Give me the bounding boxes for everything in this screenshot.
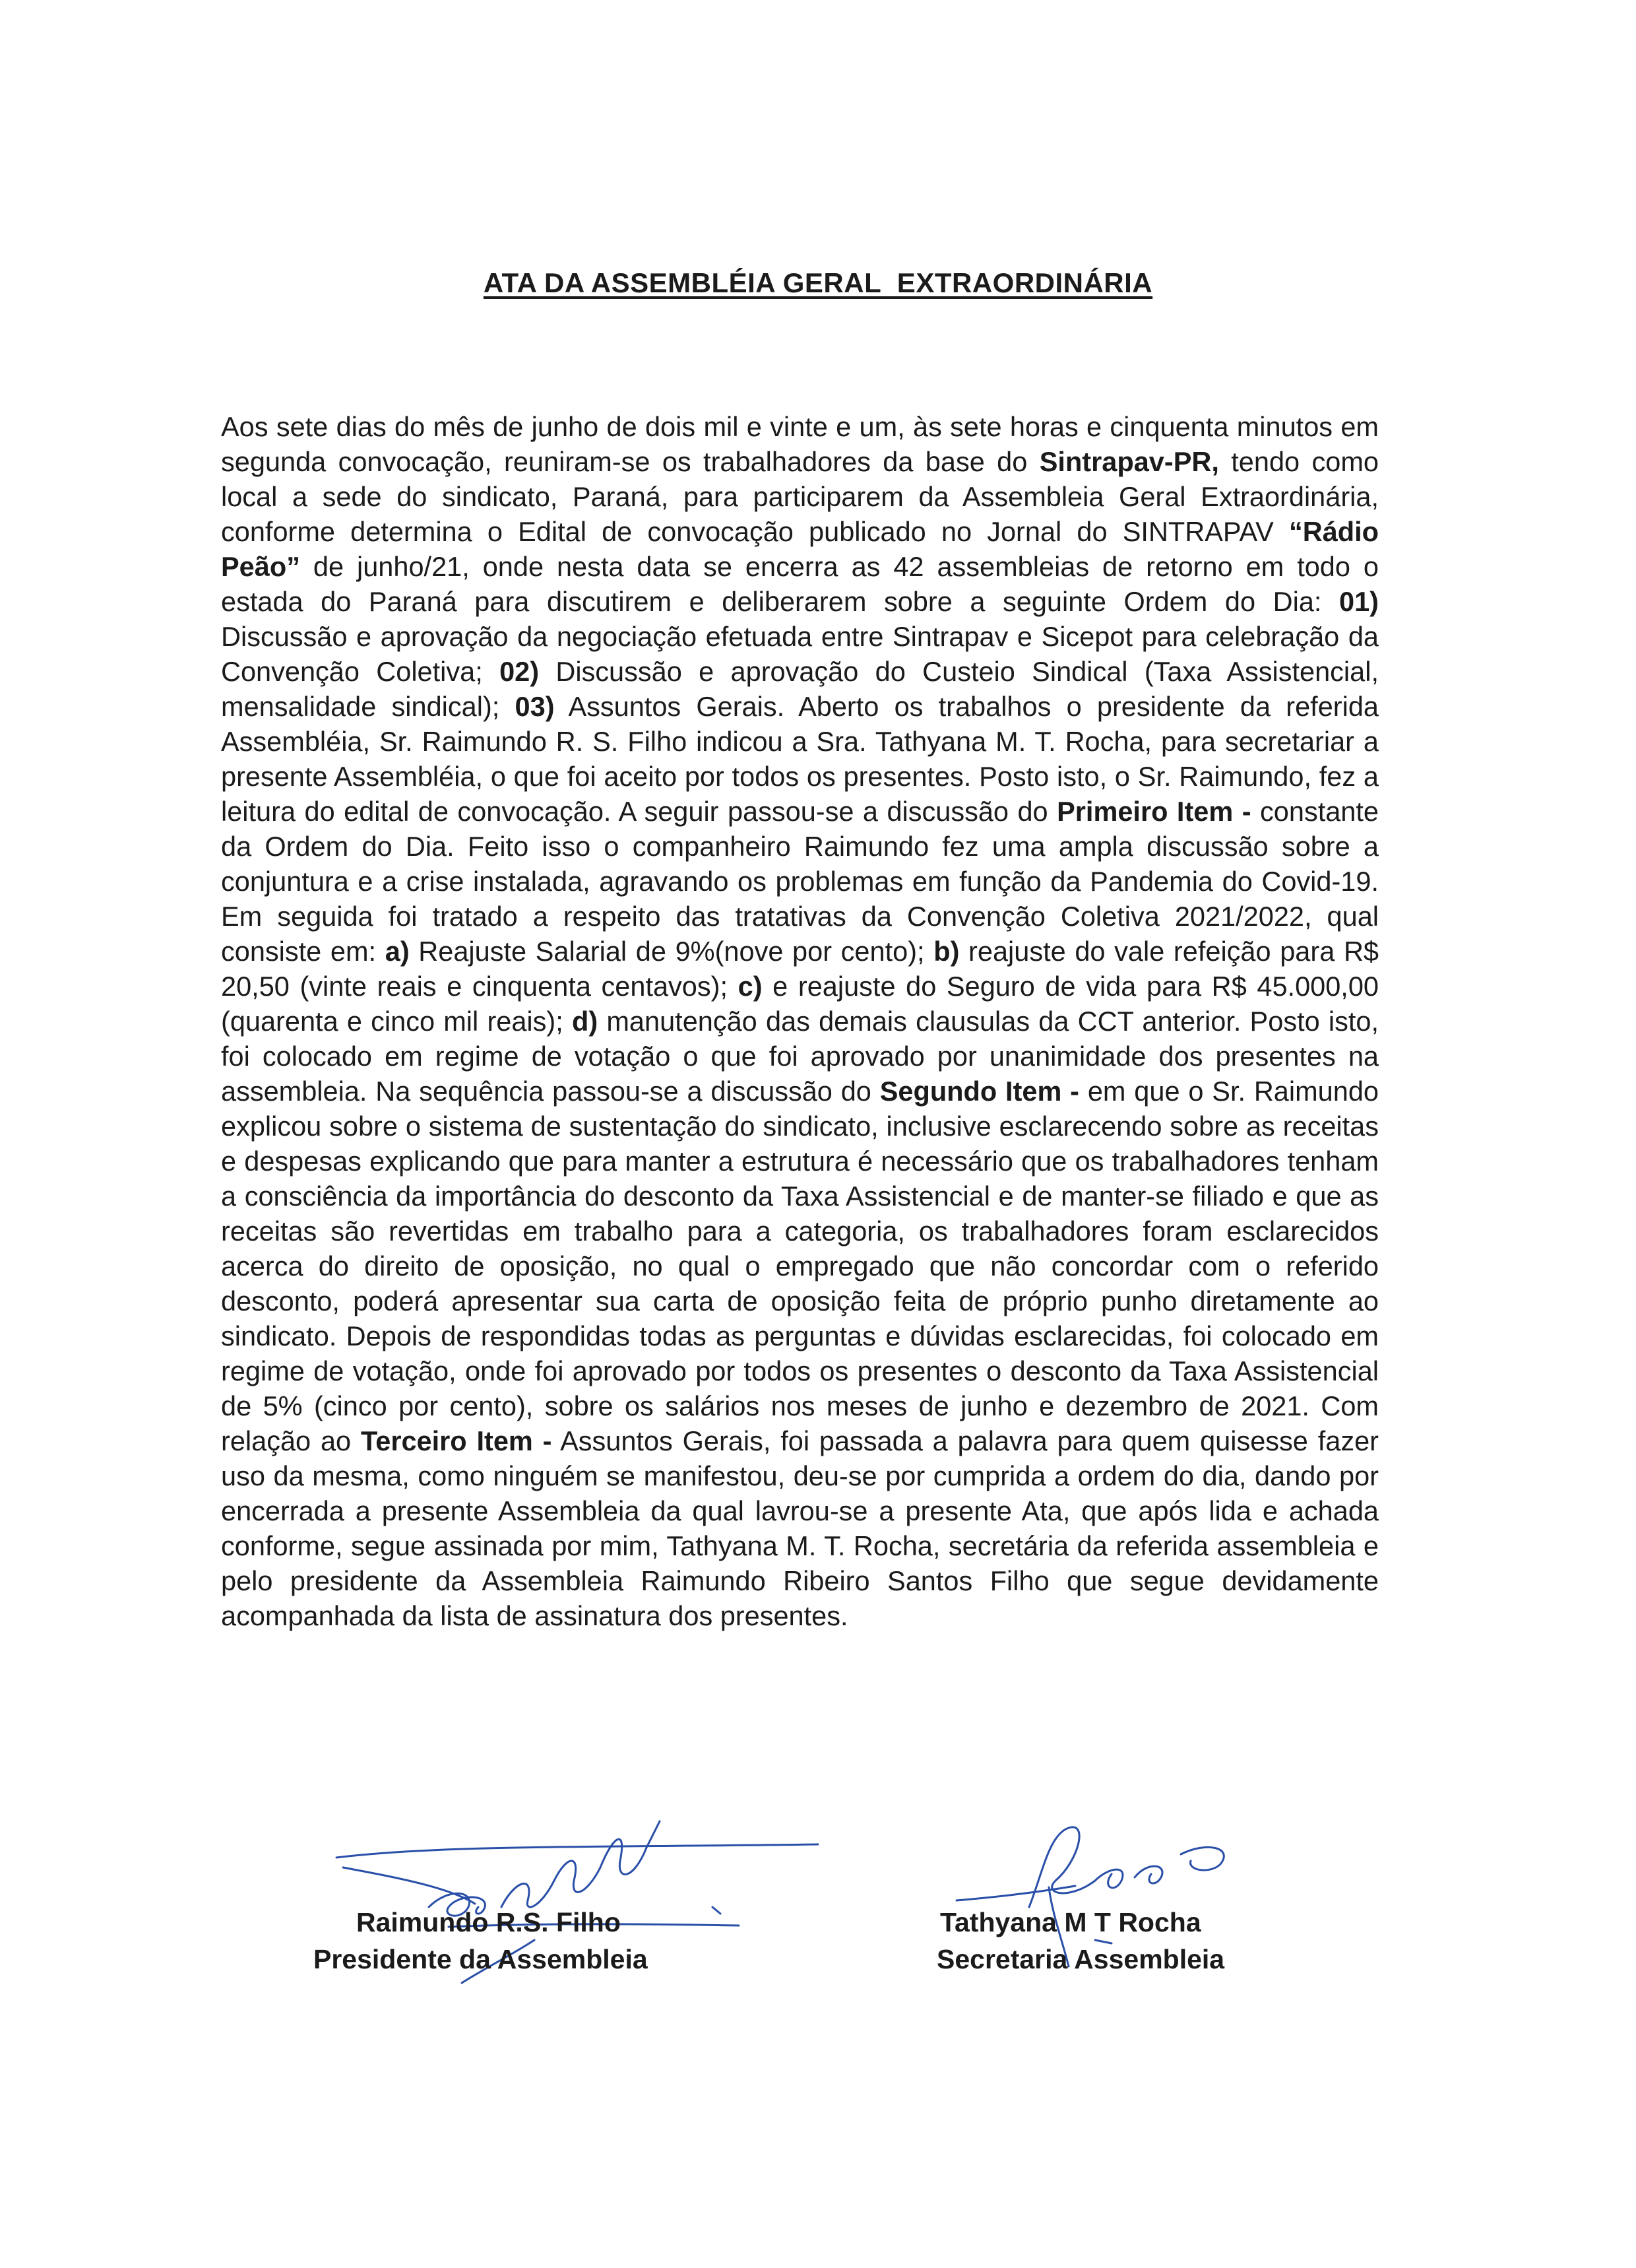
body-text-segment: e reajuste do Seguro de vida para R$ 45.000,00 (quarenta e cinco mil reais); [221,971,1379,1037]
body-text-segment: manutenção das demais clausulas da CCT anterior. Posto isto, foi colocado em regime de votação o que foi aprovado por unanimidade dos presentes na assembleia. Na sequência passou-se a discussão do [221,1006,1379,1107]
secretary-role: Secretaria Assembleia [937,1944,1225,1974]
body-text-segment: Discussão e aprovação da negociação efetuada entre Sintrapav e Sicepot para celebração da Convenção Coletiva; [221,621,1379,687]
secretary-name: Tathyana M T Rocha [940,1907,1201,1937]
body-text-segment: Discussão e aprovação do Custeio Sindical (Taxa Assistencial, mensalidade sindical); [221,656,1379,722]
body-text-segment: Reajuste Salarial de 9%(nove por cento); [409,936,934,967]
president-role: Presidente da Assembleia [313,1944,648,1974]
body-text-segment: tendo como local a sede do sindicato, Paraná, para participarem da Assembleia Geral Extraordinária, conforme determina o Edital de convocação publicado no Jornal do SINTRAPAV [221,446,1379,547]
body-text-segment: reajuste do vale refeição para R$ 20,50 (vinte reais e cinquenta centavos); [221,936,1379,1002]
president-name: Raimundo R.S. Filho [356,1907,621,1937]
body-bold-segment: b) [933,936,960,967]
body-bold-segment: Sintrapav-PR, [1039,446,1219,477]
body-bold-segment: Primeiro Item - [1057,796,1251,827]
body-text-segment: constante da Ordem do Dia. Feito isso o companheiro Raimundo fez uma ampla discussão sobre a conjuntura e a crise instalada, agravando os problemas em função da Pandemia do Covid-19. Em seguida foi tratado a respeito das tratativas da Convenção Coletiva 2021/2022, qual consiste em: [221,796,1379,967]
body-text-segment: Assuntos Gerais, foi passada a palavra para quem quisesse fazer uso da mesma, como ninguém se manifestou, deu-se por cumprida a ordem do dia, dando por encerrada a presente Assembleia da qual lavrou-se a presente Ata, que após lida e achada conforme, segue assinada por mim, Tathyana M. T. Rocha, secretária da referida assembleia e pelo presidente da Assembleia Raimundo Ribeiro Santos Filho que segue devidamente acompanhada da lista de assinatura dos presentes. [221,1425,1379,1631]
president-signature-block [313,1904,648,1978]
body-bold-segment: 02) [499,656,540,687]
body-bold-segment: a) [385,936,410,967]
body-bold-segment: “Rádio Peão” [221,516,1379,582]
body-bold-segment: c) [738,971,763,1002]
body-bold-segment: Terceiro Item - [360,1425,552,1456]
body-bold-segment: 03) [515,691,555,722]
body-text-segment: Assuntos Gerais. Aberto os trabalhos o presidente da referida Assembléia, Sr. Raimundo R. S. Filho indicou a Sra. Tathyana M. T. Rocha, para secretariar a presente Assembléia, o que foi aceito por todos os presentes. Posto isto, o Sr. Raimundo, fez a leitura do edital de convocação. A seguir passou-se a discussão do [221,691,1379,827]
secretary-signature-block [937,1904,1224,1978]
body-bold-segment: d) [571,1006,598,1037]
document-body [221,409,1379,1633]
body-bold-segment: Segundo Item - [879,1076,1080,1107]
body-bold-segment: 01) [1339,586,1379,617]
document-title: ATA DA ASSEMBLÉIA GERAL EXTRAORDINÁRIA [483,267,1153,298]
body-text-segment: de junho/21, onde nesta data se encerra as 42 assembleias de retorno em todo o estada do Paraná para discutirem e deliberarem sobre a seguinte Ordem do Dia: [221,551,1379,617]
body-text-segment: Aos sete dias do mês de junho de dois mil e vinte e um, às sete horas e cinquenta minutos em segunda convocação, reuniram-se os trabalhadores da base do [221,411,1379,477]
body-text-segment: em que o Sr. Raimundo explicou sobre o sistema de sustentação do sindicato, inclusive esclarecendo sobre as receitas e despesas explicando que para manter a estrutura é necessário que os trabalhadores tenham a consciência da importância do desconto da Taxa Assistencial e de manter-se filiado e que as receitas são revertidas em trabalho para a categoria, os trabalhadores foram esclarecidos acerca do direito de oposição, no qual o empregado que não concordar com o referido desconto, poderá apresentar sua carta de oposição feita de próprio punho diretamente ao sindicato. Depois de respondidas todas as perguntas e dúvidas esclarecidas, foi colocado em regime de votação, onde foi aprovado por todos os presentes o desconto da Taxa Assistencial de 5% (cinco por cento), sobre os salários nos meses de junho e dezembro de 2021. Com relação ao [221,1076,1379,1456]
